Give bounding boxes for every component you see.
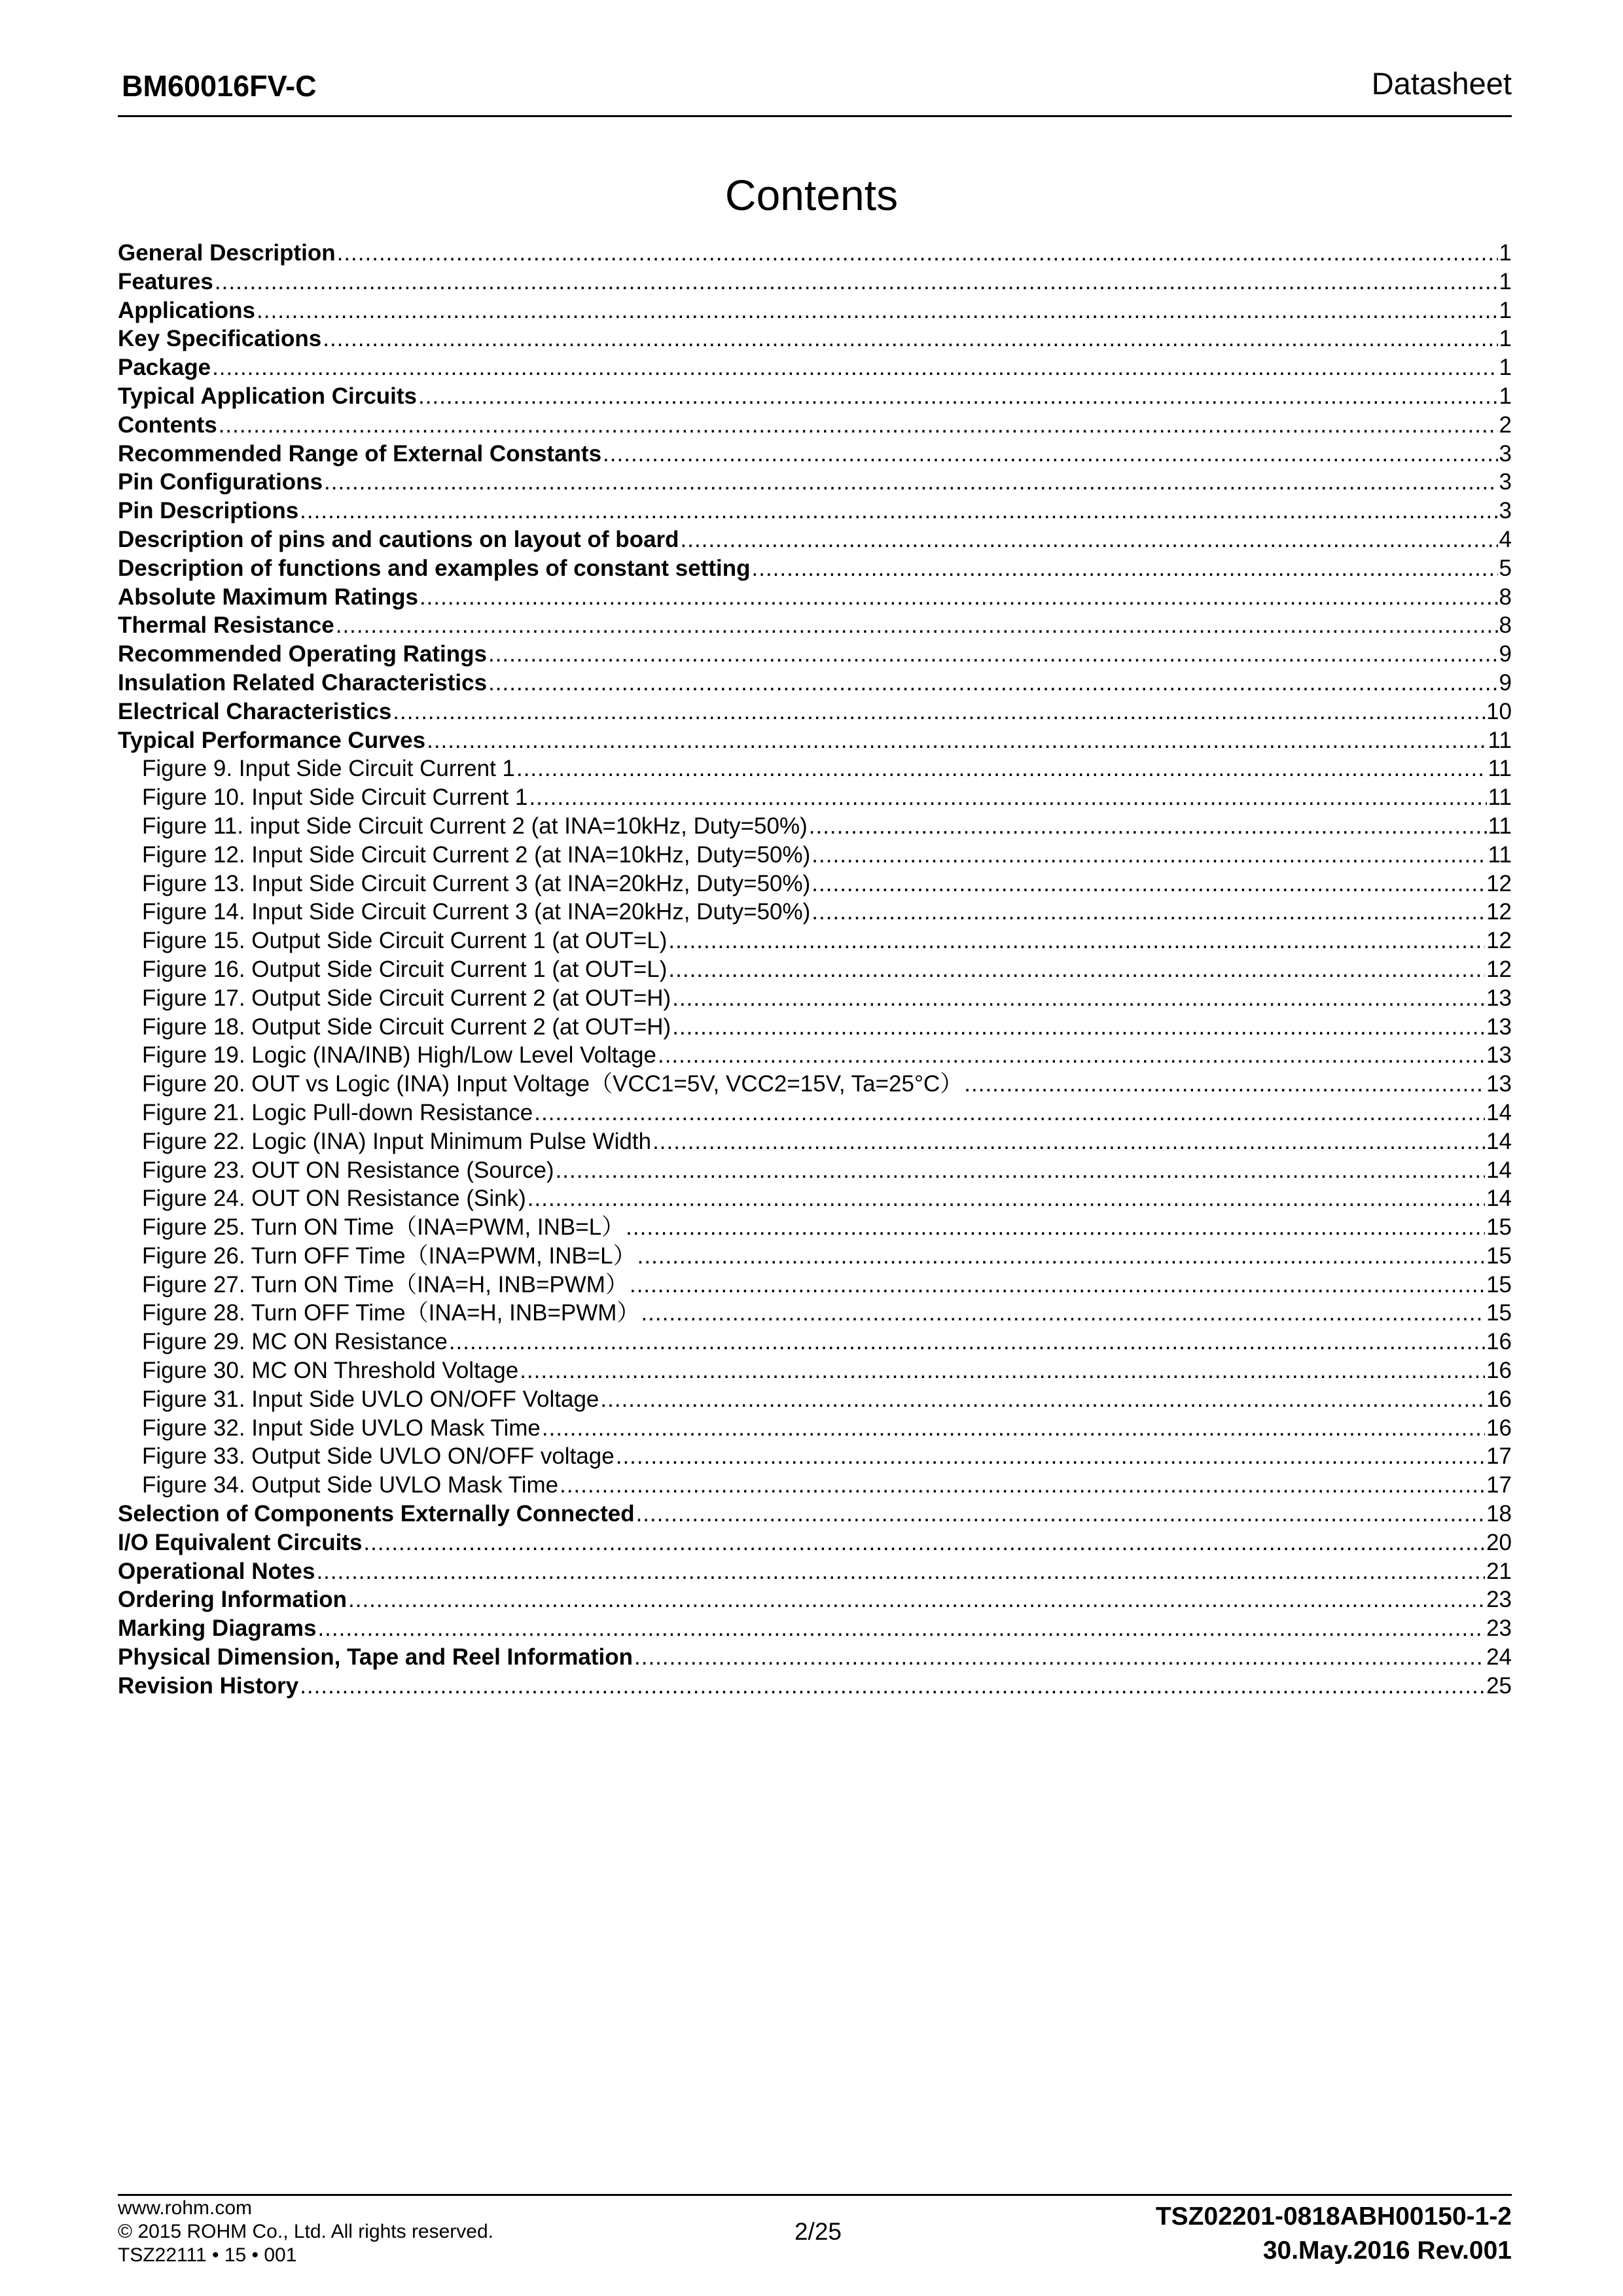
toc-entry[interactable] — [118, 325, 1512, 353]
toc-entry[interactable] — [118, 698, 1512, 726]
toc-leader-dots — [418, 382, 1498, 411]
toc-entry-page: 14 — [1486, 1099, 1512, 1125]
toc-entry-page: 1 — [1499, 240, 1512, 266]
toc-entry-label: Figure 26. Turn OFF Time（INA=PWM, INB=L） — [142, 1243, 636, 1269]
toc-leader-dots — [636, 1500, 1485, 1528]
toc-entry[interactable] — [118, 1299, 1512, 1328]
toc-entry-label: Figure 23. OUT ON Resistance (Source) — [142, 1157, 554, 1183]
toc-entry-page: 17 — [1486, 1443, 1512, 1470]
toc-entry-label: Figure 21. Logic Pull-down Resistance — [142, 1099, 533, 1125]
toc-entry-label: Typical Performance Curves — [118, 727, 426, 753]
toc-entry-label: Figure 14. Input Side Circuit Current 3 (at INA=20kHz, Duty=50%) — [142, 899, 811, 925]
toc-entry-page: 1 — [1499, 268, 1512, 294]
toc-leader-dots — [449, 1328, 1485, 1356]
toc-entry-page: 3 — [1499, 498, 1512, 524]
toc-entry-page: 5 — [1499, 555, 1512, 581]
toc-entry-page: 13 — [1486, 985, 1512, 1011]
toc-entry[interactable] — [118, 841, 1512, 870]
toc-entry-page: 23 — [1486, 1587, 1512, 1613]
toc-entry-label: Figure 18. Output Side Circuit Current 2 (at OUT=H) — [142, 1014, 671, 1040]
toc-entry[interactable] — [118, 497, 1512, 525]
toc-entry-page: 18 — [1486, 1501, 1512, 1527]
toc-entry-label: Pin Configurations — [118, 469, 323, 495]
toc-entry-page: 11 — [1488, 785, 1512, 811]
toc-entry[interactable] — [118, 583, 1512, 612]
toc-entry-page: 2 — [1499, 412, 1512, 438]
toc-entry-label: Electrical Characteristics — [118, 698, 392, 724]
toc-entry[interactable] — [118, 984, 1512, 1013]
toc-entry[interactable] — [118, 783, 1512, 812]
toc-entry-page: 13 — [1486, 1014, 1512, 1040]
toc-entry-page: 13 — [1486, 1071, 1512, 1097]
toc-leader-dots — [348, 1585, 1485, 1614]
toc-leader-dots — [812, 898, 1485, 927]
toc-entry[interactable] — [118, 870, 1512, 898]
toc-entry[interactable] — [118, 1127, 1512, 1156]
page-title: Contents — [724, 171, 899, 219]
toc-entry-page: 11 — [1488, 756, 1512, 782]
toc-entry-label: Figure 27. Turn ON Time（INA=H, INB=PWM） — [142, 1271, 628, 1298]
toc-entry[interactable] — [118, 812, 1512, 841]
toc-entry-page: 3 — [1499, 469, 1512, 495]
toc-entry[interactable] — [118, 1242, 1512, 1271]
toc-entry-page: 12 — [1486, 899, 1512, 925]
toc-entry-label: Description of pins and cautions on layout of board — [118, 526, 679, 552]
toc-entry[interactable] — [118, 726, 1512, 755]
toc-entry-label: Thermal Resistance — [118, 612, 334, 639]
toc-entry-page: 12 — [1486, 956, 1512, 982]
toc-leader-dots — [527, 1184, 1485, 1213]
toc-leader-dots — [337, 239, 1498, 268]
toc-entry-page: 25 — [1486, 1672, 1512, 1699]
toc-entry[interactable] — [118, 1328, 1512, 1356]
footer-divider — [118, 2194, 1512, 2196]
toc-entry-label: I/O Equivalent Circuits — [118, 1529, 363, 1555]
toc-entry-label: Figure 24. OUT ON Resistance (Sink) — [142, 1186, 526, 1212]
toc-leader-dots — [520, 1356, 1485, 1385]
toc-entry-page: 16 — [1486, 1415, 1512, 1441]
toc-entry-label: Figure 15. Output Side Circuit Current 1 (at OUT=L) — [142, 928, 668, 954]
toc-entry-label: Ordering Information — [118, 1587, 347, 1613]
toc-entry-page: 15 — [1486, 1271, 1512, 1298]
footer-doc-number: TSZ02201-0818ABH00150-1-2 — [1155, 2202, 1512, 2231]
toc-entry-label: Package — [118, 355, 211, 381]
toc-entry[interactable] — [118, 1013, 1512, 1042]
toc-leader-dots — [809, 812, 1487, 841]
toc-entry-label: Figure 17. Output Side Circuit Current 2 (at OUT=H) — [142, 985, 671, 1011]
toc-entry-label: Features — [118, 268, 213, 294]
toc-entry-label: Figure 10. Input Side Circuit Current 1 — [142, 785, 528, 811]
toc-entry-page: 24 — [1486, 1644, 1512, 1670]
toc-entry-page: 20 — [1486, 1529, 1512, 1555]
toc-entry-page: 14 — [1486, 1128, 1512, 1154]
toc-entry-label: Figure 30. MC ON Threshold Voltage — [142, 1358, 519, 1384]
toc-entry[interactable] — [118, 669, 1512, 698]
toc-entry[interactable] — [118, 1356, 1512, 1385]
toc-entry-page: 14 — [1486, 1186, 1512, 1212]
toc-entry[interactable] — [118, 1442, 1512, 1471]
toc-leader-dots — [668, 955, 1485, 984]
toc-entry[interactable] — [118, 1385, 1512, 1414]
toc-entry-label: Figure 29. MC ON Resistance — [142, 1329, 448, 1355]
toc-entry-page: 3 — [1499, 440, 1512, 467]
toc-leader-dots — [316, 1557, 1485, 1586]
toc-entry[interactable] — [118, 1271, 1512, 1299]
footer-date-rev: 30.May.2016 Rev.001 — [1262, 2236, 1512, 2265]
toc-entry-label: Figure 19. Logic (INA/INB) High/Low Level Voltage — [142, 1042, 656, 1069]
toc-leader-dots — [336, 611, 1498, 640]
toc-leader-dots — [257, 296, 1498, 325]
page-header — [118, 65, 1512, 117]
toc-leader-dots — [616, 1442, 1485, 1471]
toc-entry-page: 8 — [1499, 612, 1512, 639]
toc-entry[interactable] — [118, 1643, 1512, 1672]
toc-entry-page: 13 — [1486, 1042, 1512, 1069]
toc-leader-dots — [603, 440, 1497, 468]
toc-entry-page: 11 — [1488, 813, 1512, 839]
toc-entry-label: Revision History — [118, 1672, 299, 1699]
toc-entry-page: 12 — [1486, 928, 1512, 954]
toc-entry[interactable] — [118, 353, 1512, 382]
toc-leader-dots — [637, 1242, 1485, 1271]
toc-entry-page: 1 — [1499, 326, 1512, 352]
toc-entry[interactable] — [118, 468, 1512, 497]
toc-entry[interactable] — [118, 611, 1512, 640]
part-number: BM60016FV-C — [122, 69, 317, 103]
toc-entry[interactable] — [118, 1041, 1512, 1070]
toc-leader-dots — [681, 525, 1498, 554]
toc-leader-dots — [752, 554, 1498, 583]
toc-leader-dots — [212, 353, 1497, 382]
toc-entry-label: Figure 9. Input Side Circuit Current 1 — [142, 756, 515, 782]
toc-entry[interactable] — [118, 1156, 1512, 1185]
footer-website[interactable]: www.rohm.com — [118, 2197, 253, 2219]
toc-entry-label: Figure 16. Output Side Circuit Current 1 (at OUT=L) — [142, 956, 668, 982]
toc-leader-dots — [672, 984, 1485, 1013]
toc-entry[interactable] — [118, 411, 1512, 440]
toc-entry-page: 8 — [1499, 584, 1512, 610]
toc-leader-dots — [542, 1414, 1485, 1443]
toc-entry[interactable] — [118, 1099, 1512, 1127]
toc-leader-dots — [812, 841, 1486, 870]
toc-entry[interactable] — [118, 1557, 1512, 1586]
toc-entry-page: 16 — [1486, 1386, 1512, 1412]
toc-leader-dots — [324, 468, 1497, 497]
toc-entry-label: Figure 22. Logic (INA) Input Minimum Pulse Width — [142, 1128, 652, 1154]
toc-entry-page: 21 — [1486, 1558, 1512, 1584]
footer-copyright: © 2015 ROHM Co., Ltd. All rights reserved. — [118, 2221, 493, 2242]
toc-leader-dots — [488, 640, 1498, 669]
toc-entry-page: 15 — [1486, 1243, 1512, 1269]
toc-leader-dots — [812, 870, 1485, 898]
toc-entry-page: 23 — [1486, 1616, 1512, 1642]
toc-entry-label: Figure 12. Input Side Circuit Current 2 (at INA=10kHz, Duty=50%) — [142, 841, 811, 868]
toc-leader-dots — [488, 669, 1497, 698]
footer-page-number: 2/25 — [794, 2218, 842, 2245]
toc-entry-page: 9 — [1499, 641, 1512, 667]
toc-entry[interactable] — [118, 296, 1512, 325]
toc-entry[interactable] — [118, 1184, 1512, 1213]
toc-entry-label: Figure 25. Turn ON Time（INA=PWM, INB=L） — [142, 1214, 625, 1241]
toc-leader-dots — [560, 1471, 1485, 1500]
toc-entry-page: 14 — [1486, 1157, 1512, 1183]
toc-leader-dots — [652, 1127, 1485, 1156]
toc-leader-dots — [964, 1070, 1485, 1099]
toc-entry-label: Figure 20. OUT vs Logic (INA) Input Voltage（VCC1=5V, VCC2=15V, Ta=25°C） — [142, 1071, 963, 1097]
toc-leader-dots — [600, 1385, 1485, 1414]
toc-entry-label: Figure 11. input Side Circuit Current 2 (at INA=10kHz, Duty=50%) — [142, 813, 808, 839]
toc-entry-label: Key Specifications — [118, 326, 322, 352]
toc-entry-label: Figure 31. Input Side UVLO ON/OFF Voltage — [142, 1386, 599, 1412]
toc-leader-dots — [529, 783, 1486, 812]
toc-leader-dots — [300, 497, 1497, 525]
toc-entry-label: Pin Descriptions — [118, 498, 299, 524]
toc-leader-dots — [317, 1614, 1485, 1643]
toc-leader-dots — [641, 1299, 1485, 1328]
toc-entry-page: 9 — [1499, 669, 1512, 696]
toc-entry[interactable] — [118, 1585, 1512, 1614]
toc-entry[interactable] — [118, 382, 1512, 411]
toc-entry-label: Absolute Maximum Ratings — [118, 584, 418, 610]
toc-entry[interactable] — [118, 898, 1512, 927]
footer-left — [118, 2197, 493, 2267]
toc-leader-dots — [534, 1099, 1485, 1127]
toc-entry-label: Contents — [118, 412, 217, 438]
toc-entry-label: General Description — [118, 240, 336, 266]
toc-leader-dots — [219, 411, 1498, 440]
toc-leader-dots — [626, 1213, 1485, 1242]
toc-entry[interactable] — [118, 440, 1512, 468]
document-type: Datasheet — [1371, 66, 1512, 101]
toc-entry-page: 11 — [1488, 727, 1512, 753]
toc-entry-label: Figure 28. Turn OFF Time（INA=H, INB=PWM） — [142, 1300, 640, 1326]
toc-entry-label: Description of functions and examples of constant setting — [118, 555, 751, 581]
toc-entry[interactable] — [118, 1213, 1512, 1242]
toc-entry-label: Figure 32. Input Side UVLO Mask Time — [142, 1415, 541, 1441]
toc-leader-dots — [668, 927, 1485, 955]
toc-entry[interactable] — [118, 1500, 1512, 1528]
toc-entry[interactable] — [118, 1614, 1512, 1643]
toc-entry[interactable] — [118, 268, 1512, 296]
table-of-contents — [118, 239, 1512, 1701]
toc-entry-page: 4 — [1499, 526, 1512, 552]
toc-leader-dots — [516, 754, 1487, 783]
toc-entry-label: Figure 33. Output Side UVLO ON/OFF voltage — [142, 1443, 615, 1470]
toc-entry-label: Typical Application Circuits — [118, 383, 418, 409]
toc-entry[interactable] — [118, 1070, 1512, 1099]
toc-entry-page: 11 — [1488, 841, 1512, 868]
toc-leader-dots — [630, 1271, 1485, 1299]
toc-entry[interactable] — [118, 927, 1512, 955]
toc-leader-dots — [300, 1672, 1485, 1701]
toc-entry[interactable] — [118, 239, 1512, 268]
toc-leader-dots — [419, 583, 1498, 612]
toc-leader-dots — [323, 325, 1497, 353]
toc-entry-page: 16 — [1486, 1329, 1512, 1355]
toc-leader-dots — [556, 1156, 1485, 1185]
toc-entry-page: 12 — [1486, 870, 1512, 896]
toc-entry-page: 16 — [1486, 1358, 1512, 1384]
toc-leader-dots — [672, 1013, 1485, 1042]
toc-entry[interactable] — [118, 1528, 1512, 1557]
toc-leader-dots — [393, 698, 1485, 726]
toc-entry[interactable] — [118, 1672, 1512, 1701]
toc-leader-dots — [215, 268, 1498, 296]
toc-leader-dots — [658, 1041, 1485, 1070]
toc-entry-label: Figure 34. Output Side UVLO Mask Time — [142, 1472, 559, 1498]
toc-entry-page: 1 — [1499, 355, 1512, 381]
toc-entry-page: 17 — [1486, 1472, 1512, 1498]
toc-entry-label: Selection of Components Externally Connected — [118, 1501, 635, 1527]
toc-entry-label: Figure 13. Input Side Circuit Current 3 (at INA=20kHz, Duty=50%) — [142, 870, 811, 896]
toc-entry[interactable] — [118, 554, 1512, 583]
toc-leader-dots — [363, 1528, 1485, 1557]
toc-entry[interactable] — [118, 1414, 1512, 1443]
toc-entry-page: 15 — [1486, 1214, 1512, 1241]
toc-entry[interactable] — [118, 754, 1512, 783]
toc-entry-label: Recommended Operating Ratings — [118, 641, 487, 667]
toc-entry-page: 15 — [1486, 1300, 1512, 1326]
footer-right — [1156, 2200, 1512, 2268]
toc-leader-dots — [427, 726, 1487, 755]
toc-entry[interactable] — [118, 525, 1512, 554]
toc-entry-label: Physical Dimension, Tape and Reel Information — [118, 1644, 633, 1670]
toc-entry-page: 1 — [1499, 297, 1512, 323]
toc-entry-page: 10 — [1486, 698, 1512, 724]
toc-entry-label: Applications — [118, 297, 256, 323]
toc-entry-label: Recommended Range of External Constants — [118, 440, 602, 467]
toc-entry[interactable] — [118, 1471, 1512, 1500]
toc-entry-page: 1 — [1499, 383, 1512, 409]
toc-entry-label: Operational Notes — [118, 1558, 315, 1584]
footer-code: TSZ22111 • 15 • 001 — [118, 2244, 297, 2266]
toc-entry[interactable] — [118, 955, 1512, 984]
toc-leader-dots — [634, 1643, 1485, 1672]
toc-entry[interactable] — [118, 640, 1512, 669]
toc-entry-label: Insulation Related Characteristics — [118, 669, 488, 696]
toc-entry-label: Marking Diagrams — [118, 1616, 317, 1642]
